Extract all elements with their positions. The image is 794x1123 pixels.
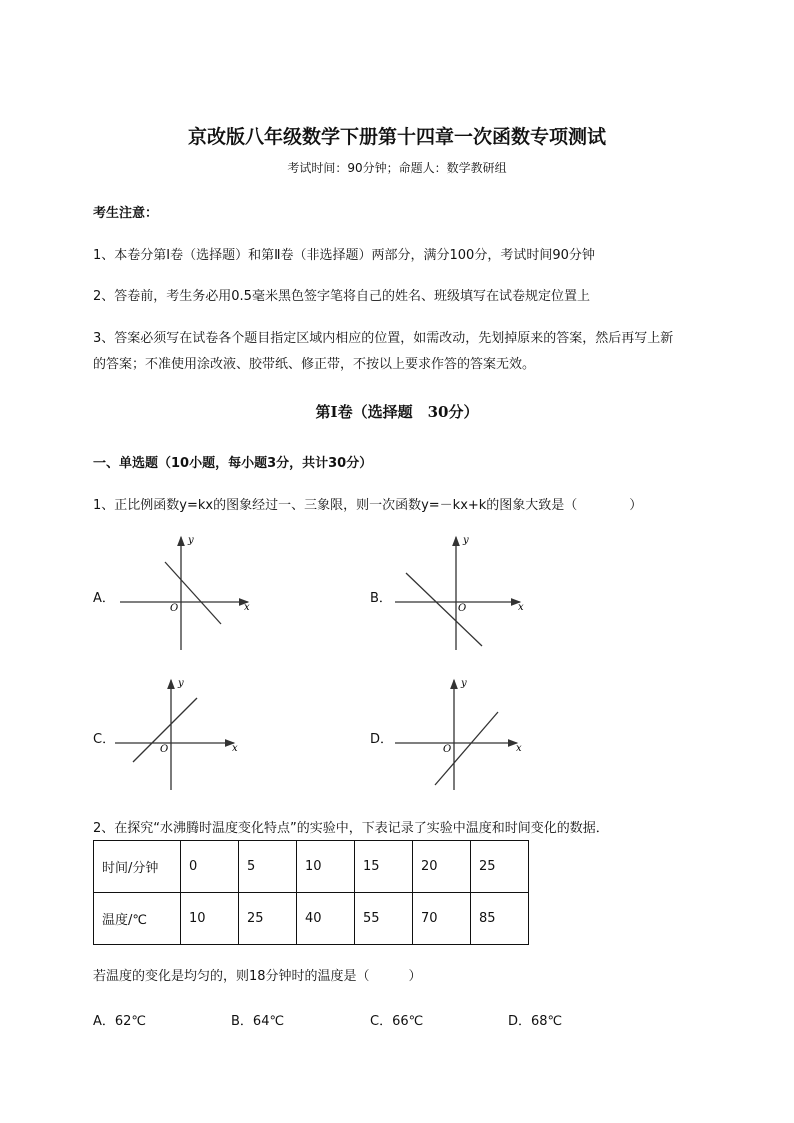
graph-b-line	[406, 573, 482, 646]
graph-b	[395, 537, 520, 650]
notice-3-cont: 的答案；不准使用涂改液、胶带纸、修正带，不按以上要求作答的答案无效。	[93, 357, 536, 372]
table-cell: 15	[355, 841, 413, 893]
q2-option-d[interactable]: D．68℃	[508, 1014, 563, 1029]
graph-a	[120, 537, 248, 650]
table-cell: 20	[413, 841, 471, 893]
x-label: x	[516, 743, 522, 754]
table-row	[94, 893, 529, 945]
y-label: y	[178, 678, 184, 689]
graph-a-line	[165, 562, 221, 624]
table-cell: 10	[181, 893, 239, 945]
q2-data-table	[93, 840, 529, 945]
table-cell: 25	[239, 893, 297, 945]
x-label: x	[244, 602, 250, 613]
table-cell: 0	[181, 841, 239, 893]
notice-2: 2、答卷前，考生务必用0.5毫米黑色签字笔将自己的姓名、班级填写在试卷规定位置上	[93, 289, 590, 304]
section-title: 第Ⅰ卷（选择题 30分）	[315, 403, 479, 421]
y-label: y	[463, 535, 469, 546]
q2-option-c[interactable]: C．66℃	[370, 1014, 424, 1029]
q1-option-c[interactable]: C．	[93, 732, 116, 747]
q2-stem: 2、在探究“水沸腾时温度变化特点”的实验中，下表记录了实验中温度和时间变化的数据．	[93, 821, 609, 836]
subtitle: 考试时间：90分钟；命题人：数学教研组	[287, 161, 507, 175]
part-heading: 一、单选题（10小题，每小题3分，共计30分）	[93, 456, 373, 471]
q2-question: 若温度的变化是均匀的，则18分钟时的温度是（ ）	[93, 969, 422, 984]
notice-heading: 考生注意：	[93, 206, 159, 221]
graph-c	[115, 680, 234, 790]
origin-label: O	[170, 603, 179, 614]
origin-label: O	[458, 603, 467, 614]
origin-label: O	[443, 744, 452, 755]
table-cell: 40	[297, 893, 355, 945]
table-cell: 5	[239, 841, 297, 893]
x-label: x	[518, 602, 524, 613]
q2-option-a[interactable]: A．62℃	[93, 1014, 147, 1029]
q2-option-b[interactable]: B．64℃	[231, 1014, 285, 1029]
origin-label: O	[160, 744, 169, 755]
table-cell: 温度/℃	[94, 893, 181, 945]
table-cell: 70	[413, 893, 471, 945]
y-label: y	[461, 678, 467, 689]
table-cell: 时间/分钟	[94, 841, 181, 893]
y-label: y	[188, 535, 194, 546]
table-cell: 55	[355, 893, 413, 945]
table-row	[94, 841, 529, 893]
notice-3: 3、答案必须写在试卷各个题目指定区域内相应的位置，如需改动，先划掉原来的答案，然后再写上新	[93, 331, 674, 346]
q1-stem: 1、正比例函数y=kx的图象经过一、三象限，则一次函数y=－kx+k的图象大致是（ ）	[93, 498, 643, 513]
graph-d	[395, 680, 517, 790]
x-label: x	[232, 743, 238, 754]
q1-option-d[interactable]: D．	[370, 732, 394, 747]
table-cell: 25	[471, 841, 529, 893]
q1-option-b[interactable]: B．	[370, 591, 392, 606]
table-cell: 85	[471, 893, 529, 945]
page-title: 京改版八年级数学下册第十四章一次函数专项测试	[187, 126, 606, 148]
notice-1: 1、本卷分第Ⅰ卷（选择题）和第Ⅱ卷（非选择题）两部分，满分100分，考试时间90分钟	[93, 248, 595, 263]
table-cell: 10	[297, 841, 355, 893]
q1-option-a[interactable]: A．	[93, 591, 115, 606]
